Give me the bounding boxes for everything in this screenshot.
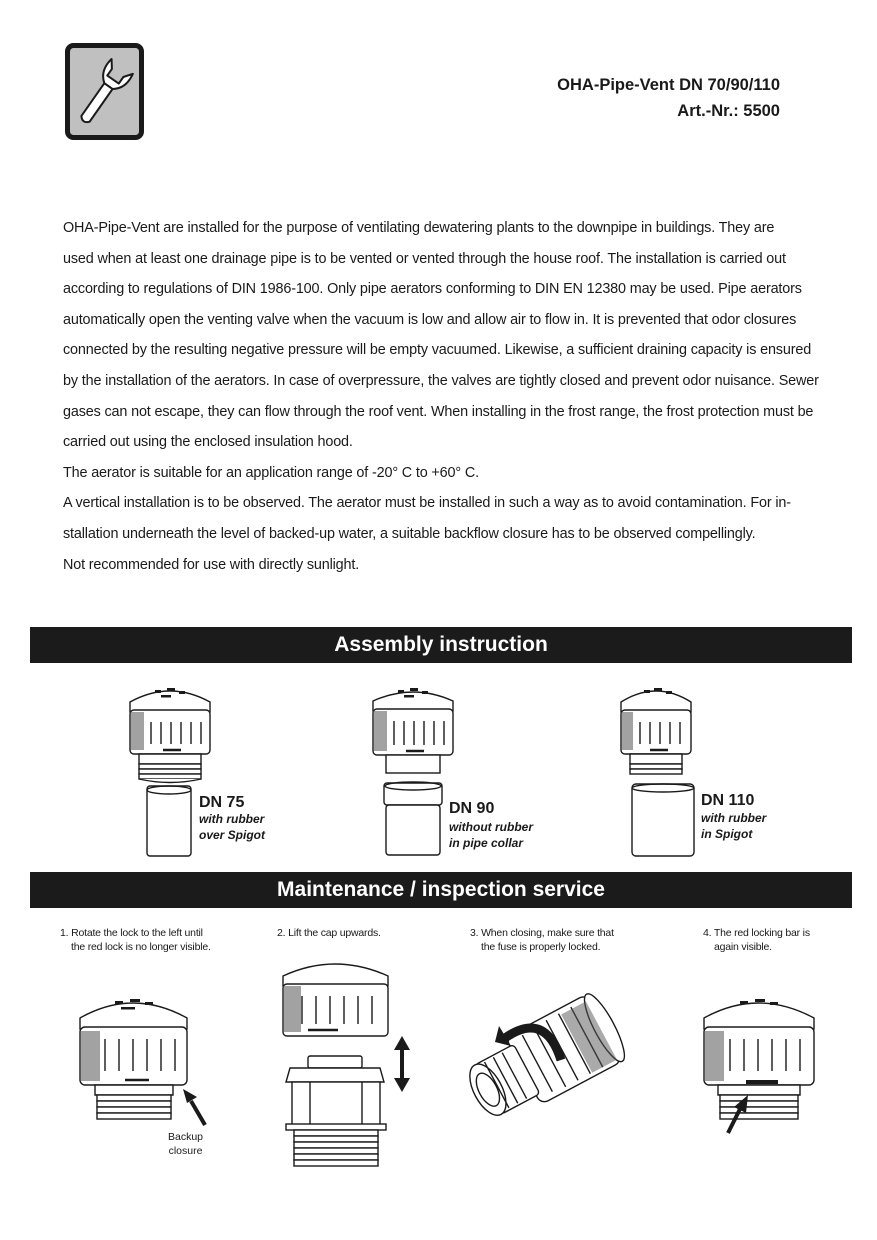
backup-label-line: Backup — [168, 1131, 204, 1143]
step-1-illustration — [75, 993, 220, 1138]
dn110-label: DN 110 — [701, 792, 755, 809]
intro-line: stallation underneath the level of backed-up water, a suitable backflow closure has to be observed compellingly. — [63, 525, 756, 542]
intro-paragraph-3 — [63, 488, 823, 549]
backup-label-line: closure — [168, 1144, 203, 1157]
step-4-illustration — [700, 993, 825, 1138]
dn90-subtext-line: without rubber — [449, 820, 533, 834]
step-3-text — [470, 926, 614, 954]
step-1-line: 1. Rotate the lock to the left until — [60, 927, 203, 939]
step-4-text — [703, 926, 810, 954]
intro-line: A vertical installation is to be observed. The aerator must be installed in such a way as to avoid contamination. For in- — [63, 495, 791, 512]
step-3-illustration — [465, 990, 635, 1145]
arrow-icon — [183, 1089, 205, 1125]
assembly-heading: Assembly instruction — [30, 627, 852, 663]
step-3-line: the fuse is properly locked. — [481, 941, 601, 953]
step-1-line: the red lock is no longer visible. — [71, 941, 211, 953]
intro-paragraph-2: The aerator is suitable for an application range of -20° C to +60° C. — [63, 464, 479, 481]
dn90-label: DN 90 — [449, 800, 495, 817]
intro-line: gases can not escape, they can flow through the roof vent. When installing in the frost range, the frost protection must be — [63, 403, 814, 420]
dn75-subtext-line: over Spigot — [199, 827, 266, 842]
product-title — [557, 72, 780, 124]
intro-line: OHA-Pipe-Vent are installed for the purpose of ventilating dewatering plants to the downpipe in buildings. They are — [63, 220, 775, 236]
intro-line: by the installation of the aerators. In case of overpressure, the valves are tightly closed and prevent odor nuisance. Sewer — [63, 372, 819, 389]
backup-closure-label — [168, 1131, 203, 1158]
intro-line: used when at least one drainage pipe is to be vented or vented through the house roof. The installation is carried out — [63, 250, 786, 267]
step-1-text — [60, 926, 211, 954]
step-2-text — [277, 926, 381, 940]
maintenance-heading: Maintenance / inspection service — [30, 872, 852, 908]
wrench-icon — [65, 43, 144, 140]
step-2-line: 2. Lift the cap upwards. — [277, 927, 381, 939]
up-down-arrow-icon — [394, 1036, 410, 1092]
step-4-line: again visible. — [714, 941, 772, 953]
step-3-line: 3. When closing, make sure that — [470, 927, 614, 939]
dn110-subtext — [701, 811, 766, 842]
dn110-subtext-line: with rubber — [701, 811, 767, 825]
dn75-subtext — [199, 812, 265, 843]
article-number: Art.-Nr.: 5500 — [677, 102, 780, 120]
dn75-subtext-line: with rubber — [199, 812, 265, 826]
aerator-dn110-illustration — [618, 682, 698, 860]
dn90-subtext — [449, 820, 533, 851]
aerator-dn90-illustration — [368, 685, 458, 860]
dn90-subtext-line: in pipe collar — [449, 835, 524, 850]
intro-line: according to regulations of DIN 1986-100. Only pipe aerators conforming to DIN EN 12380 may be used. Pipe aerators — [63, 281, 802, 298]
intro-paragraph-4: Not recommended for use with directly sunlight. — [63, 556, 360, 573]
step-2-illustration — [280, 958, 415, 1168]
intro-paragraph-1 — [63, 213, 823, 458]
intro-text — [63, 213, 823, 580]
dn75-label: DN 75 — [199, 794, 245, 811]
intro-line: carried out using the enclosed insulation hood. — [63, 434, 353, 451]
dn110-subtext-line: in Spigot — [701, 826, 753, 841]
product-name: OHA-Pipe-Vent DN 70/90/110 — [557, 76, 780, 94]
intro-line: connected by the resulting negative pressure will be empty vacuumed. Likewise, a sufficient draining capacity is ensured — [63, 342, 812, 359]
step-4-line: 4. The red locking bar is — [703, 927, 810, 939]
intro-line: automatically open the venting valve when the vacuum is low and allow air to flow in. It is prevented that odor closures — [63, 311, 797, 328]
